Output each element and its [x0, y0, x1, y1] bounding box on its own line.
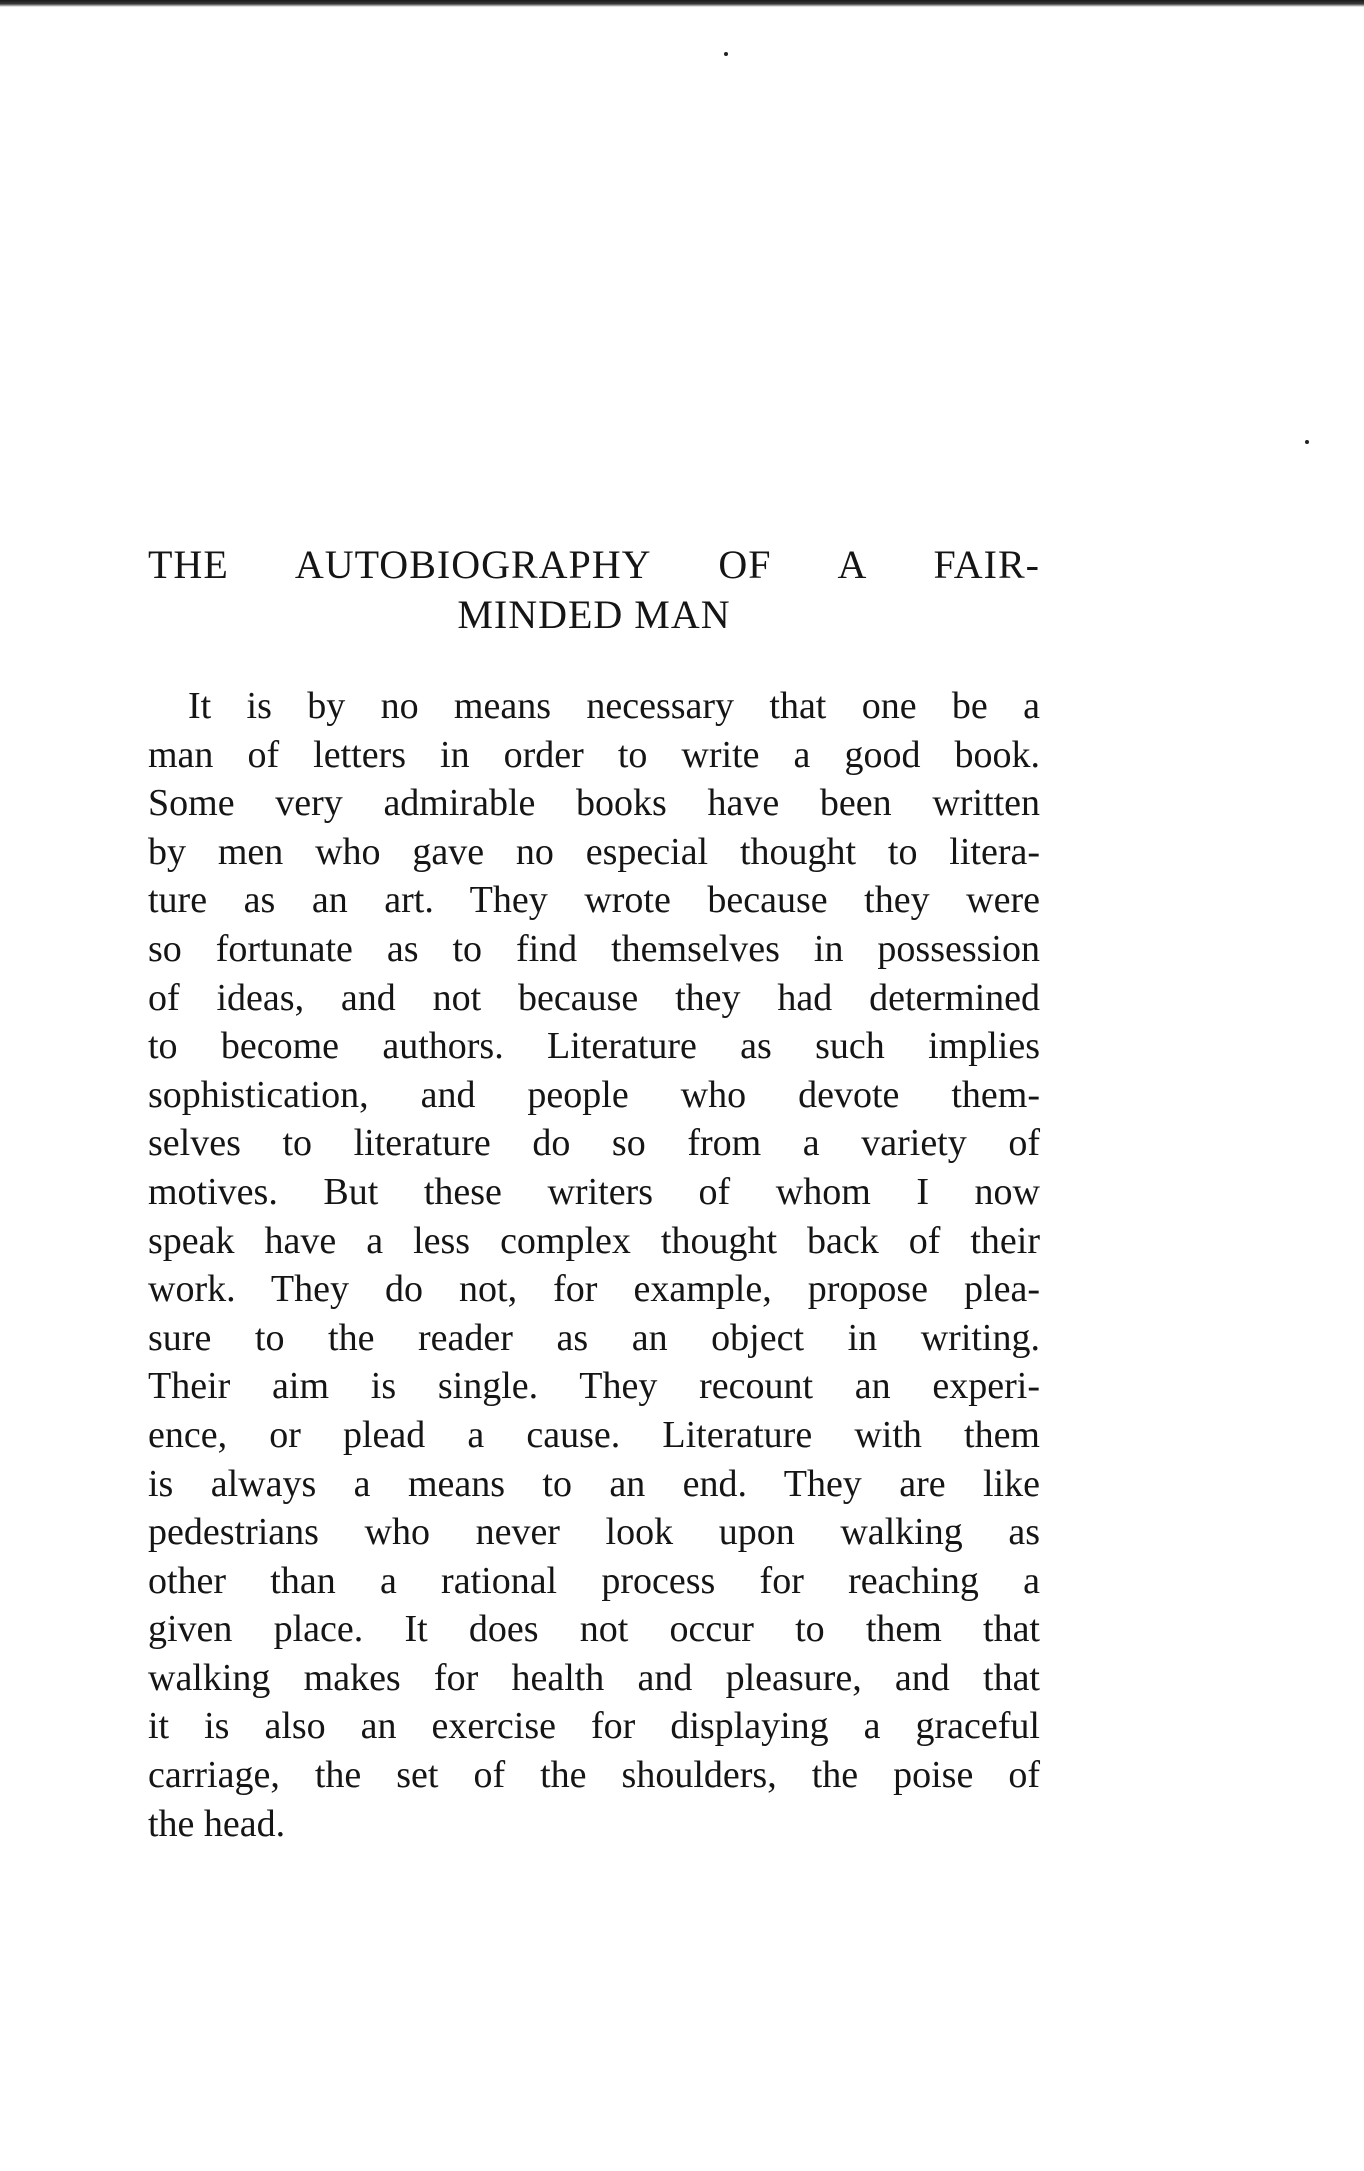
text-line: walking makes for health and pleasure, and that: [148, 1656, 1040, 1699]
text-line: Some very admirable books have been written: [148, 782, 1040, 825]
text-line: by men who gave no especial thought to litera-: [148, 830, 1040, 873]
text-line: of ideas, and not because they had determined: [148, 976, 1040, 1019]
text-line: selves to literature do so from a variety of: [148, 1122, 1040, 1165]
text-line: other than a rational process for reaching a: [148, 1559, 1040, 1602]
text-line: to become authors. Literature as such implies: [148, 1025, 1040, 1068]
text-line: It is by no means necessary that one be a: [188, 685, 1040, 727]
chapter-title: [148, 540, 1040, 640]
body-paragraph: [148, 682, 1040, 1848]
text-line: pedestrians who never look upon walking as: [148, 1511, 1040, 1554]
text-line: ture as an art. They wrote because they were: [148, 879, 1040, 922]
scan-top-edge: [0, 0, 1364, 7]
text-line: so fortunate as to find themselves in possession: [148, 927, 1040, 970]
scan-speck: [724, 52, 728, 56]
chapter-title-line: THE AUTOBIOGRAPHY OF A FAIR-: [148, 542, 1040, 587]
text-line: sophistication, and people who devote them-: [148, 1073, 1040, 1116]
text-line: man of letters in order to write a good book.: [148, 733, 1040, 776]
text-line: motives. But these writers of whom I now: [148, 1170, 1040, 1213]
chapter-title-line: MINDED MAN: [457, 592, 731, 637]
text-line: the head.: [148, 1802, 286, 1845]
text-line: given place. It does not occur to them that: [148, 1608, 1040, 1651]
text-line: Their aim is single. They recount an experi-: [148, 1365, 1040, 1408]
text-line: it is also an exercise for displaying a graceful: [148, 1705, 1040, 1748]
text-line: is always a means to an end. They are like: [148, 1462, 1040, 1505]
text-line: speak have a less complex thought back of their: [148, 1219, 1040, 1262]
scan-speck: [1305, 440, 1309, 444]
text-line: carriage, the set of the shoulders, the poise of: [148, 1754, 1040, 1797]
text-line: work. They do not, for example, propose plea-: [148, 1268, 1040, 1311]
text-line: ence, or plead a cause. Literature with them: [148, 1413, 1040, 1456]
text-line: sure to the reader as an object in writing.: [148, 1316, 1040, 1359]
